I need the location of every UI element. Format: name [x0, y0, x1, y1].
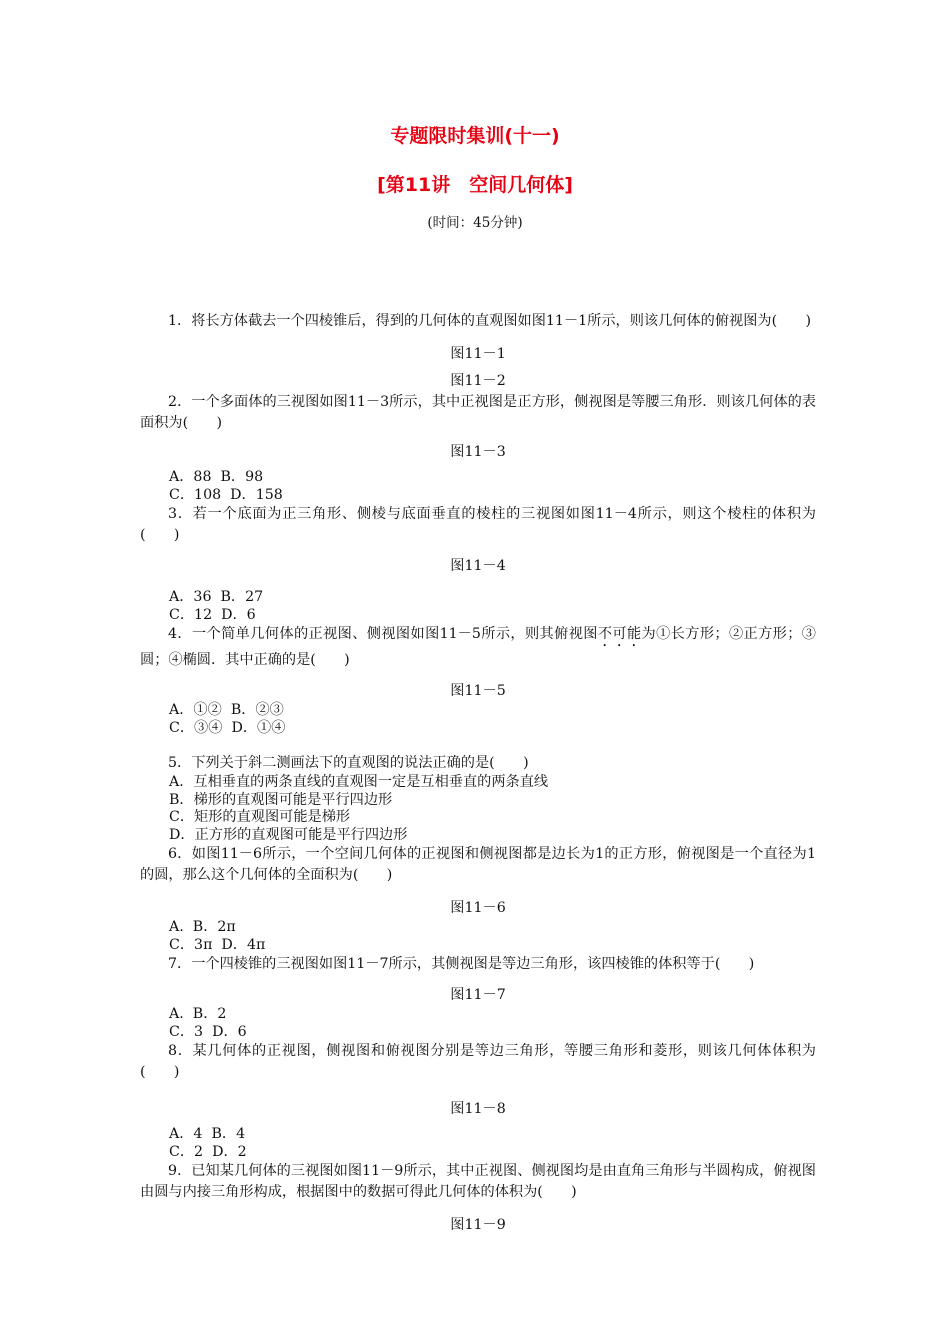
answer-options: C．2 D．2 — [169, 1143, 247, 1160]
question-8: 8．某几何体的正视图，侧视图和俯视图分别是等边三角形，等腰三角形和菱形，则该几何体体积为( ) — [140, 1043, 816, 1080]
figure-caption: 图11－1 — [450, 346, 506, 362]
answer-options: A. B．2π — [169, 919, 236, 935]
figure-caption: 图11－4 — [450, 558, 506, 574]
answer-option-a: A．互相垂直的两条直线的直观图一定是互相垂直的两条直线 — [169, 774, 549, 790]
question-1: 1．将长方体截去一个四棱锥后，得到的几何体的直观图如图11－1所示，则该几何体的俯视图为( ) — [168, 313, 812, 329]
figure-caption: 图11－2 — [450, 373, 506, 389]
figure-caption: 图11－9 — [450, 1217, 506, 1233]
question-list — [140, 311, 816, 1236]
answer-options: A．88 B．98 — [169, 469, 264, 485]
figure-caption: 图11－8 — [450, 1101, 506, 1117]
answer-options: C．12 D．6 — [169, 606, 256, 623]
question-2: 2．一个多面体的三视图如图11－3所示，其中正视图是正方形，侧视图是等腰三角形．则该几何体的表面积为( ) — [140, 394, 816, 431]
answer-options: A．36 B．27 — [169, 589, 264, 605]
page-subtitle: [第11讲 空间几何体] — [377, 174, 573, 196]
answer-options: A．4 B．4 — [169, 1126, 246, 1142]
figure-caption: 图11－6 — [450, 900, 506, 916]
question-5: 5．下列关于斜二测画法下的直观图的说法正确的是( ) — [168, 755, 529, 771]
figure-caption: 图11－3 — [450, 444, 506, 460]
time-limit: (时间：45分钟) — [427, 215, 523, 231]
answer-options: C．3π D．4π — [169, 936, 266, 953]
question-7: 7．一个四棱锥的三视图如图11－7所示，其侧视图是等边三角形，该四棱锥的体积等于( ) — [168, 956, 755, 972]
answer-options: C．108 D．158 — [169, 486, 283, 503]
answer-options: A．①② B．②③ — [169, 702, 284, 718]
page-title: 专题限时集训(十一) — [390, 125, 560, 147]
answer-option-c: C．矩形的直观图可能是梯形 — [169, 809, 351, 825]
question-6: 6．如图11－6所示，一个空间几何体的正视图和侧视图都是边长为1的正方形，俯视图是一个直径为1的圆，那么这个几何体的全面积为( ) — [140, 846, 816, 883]
emphasis-text: 不可能 — [597, 626, 642, 642]
figure-caption: 图11－5 — [450, 683, 506, 699]
figure-caption: 图11－7 — [450, 987, 506, 1003]
question-9: 9．已知某几何体的三视图如图11－9所示，其中正视图、侧视图均是由直角三角形与半圆构成，俯视图由圆与内接三角形构成，根据图中的数据可得此几何体的体积为( ) — [140, 1163, 816, 1200]
question-3: 3．若一个底面为正三角形、侧棱与底面垂直的棱柱的三视图如图11－4所示，则这个棱柱的体积为( ) — [140, 506, 816, 543]
answer-options: C．3 D．6 — [169, 1023, 247, 1040]
question-4: 4．一个简单几何体的正视图、侧视图如图11－5所示，则其俯视图不可能为①长方形；②正方形；③圆；④椭圆．其中正确的是( ) — [140, 626, 816, 668]
answer-option-d: D．正方形的直观图可能是平行四边形 — [169, 826, 408, 843]
answer-option-b: B．梯形的直观图可能是平行四边形 — [169, 791, 393, 808]
answer-options: C．③④ D．①④ — [169, 719, 286, 736]
answer-options: A. B．2 — [169, 1006, 227, 1022]
